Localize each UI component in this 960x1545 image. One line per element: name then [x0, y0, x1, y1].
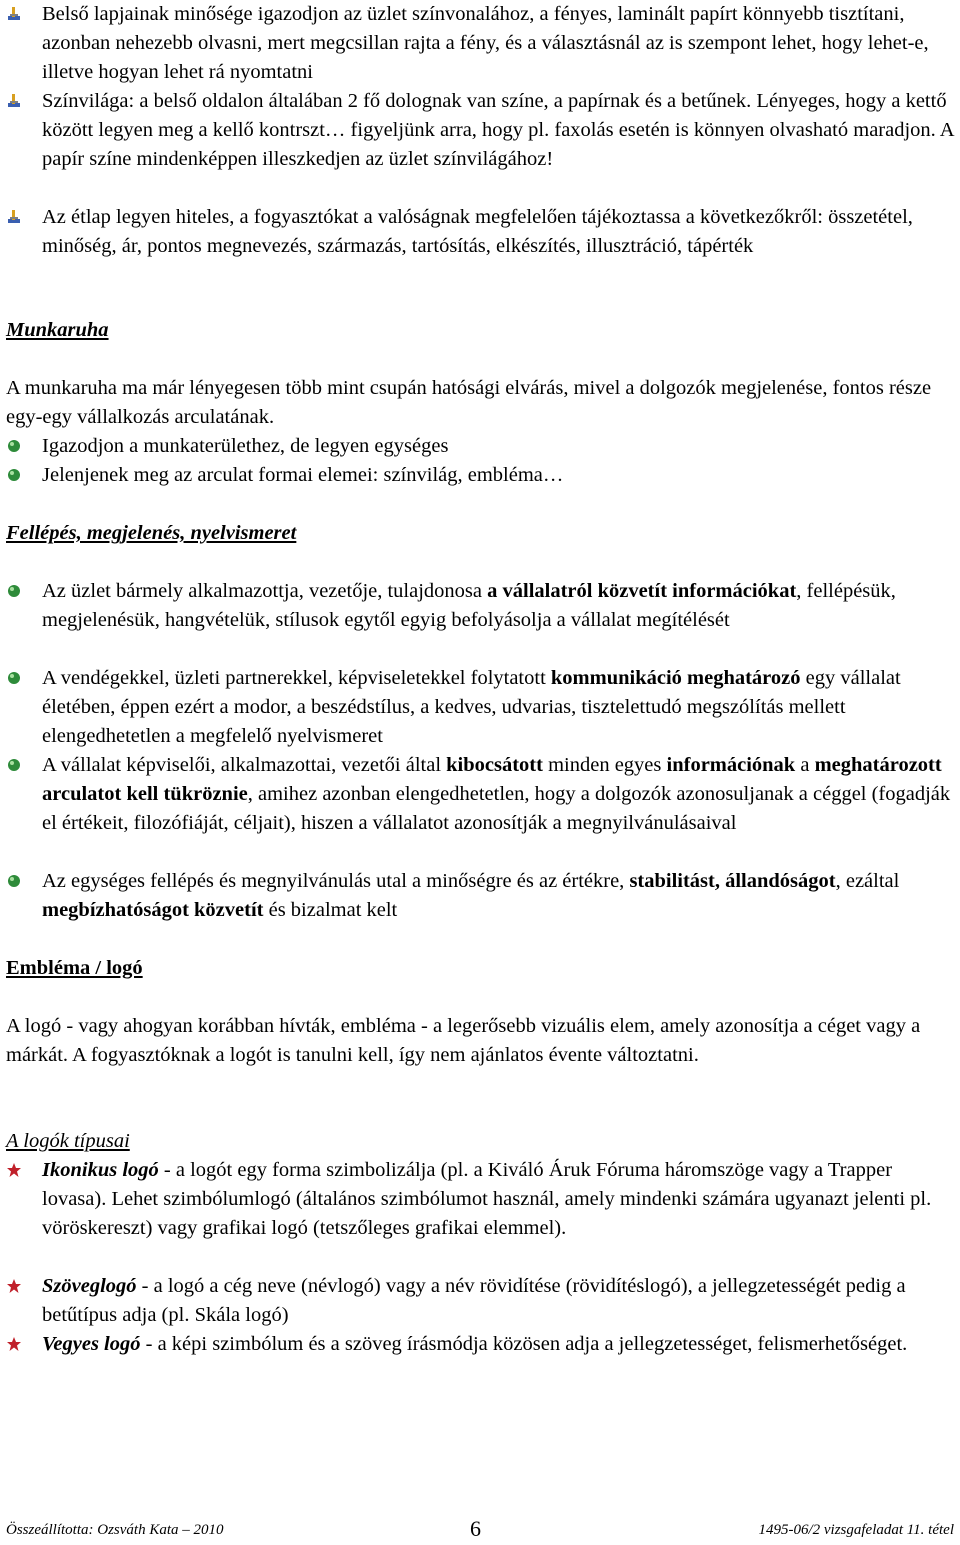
section-heading: [6, 316, 954, 345]
text-run: és bizalmat kelt: [263, 899, 398, 921]
list-item: [6, 461, 954, 490]
section-heading: [6, 954, 954, 983]
subheading: [6, 1127, 954, 1156]
footer-exam-id: 1495-06/2 vizsgafeladat 11. tétel: [758, 1522, 954, 1538]
text-run: , amihez azonban elengedhetetlen, hogy a dolgozók azonosuljanak a céggel (fogadják el értékeit, filozófiáját, céljait), hiszen a vállalatot azonosítják a megnyilvánulásaival: [42, 783, 951, 834]
fellepes-heading: Fellépés, megjelenés, nyelvismeret: [6, 522, 297, 544]
bold-text: megbízhatóságot közvetít: [42, 899, 264, 921]
footer-author: Összeállította: Ozsváth Kata – 2010: [6, 1522, 224, 1538]
green-ball-bullet-icon: [6, 583, 22, 599]
list-item: [6, 203, 954, 261]
logo-type-name: Szöveglogó: [42, 1275, 137, 1297]
bullet-text: [42, 1156, 954, 1243]
bullet-text: Belső lapjainak minősége igazodjon az üzlet színvonalához, a fényes, laminált papírt könnyebb tisztítani, azonban nehezebb olvasni, mert megcsillan rajta a fény, és a választásnál az is szempont lehet, hogy lehet-e, illetve hogyan lehet rá nyomtatni: [42, 3, 929, 83]
bold-text: információnak: [666, 754, 796, 776]
embl-heading: Embléma / logó: [6, 957, 143, 979]
green-ball-bullet-icon: [6, 467, 22, 483]
green-ball-bullet-icon: [6, 670, 22, 686]
list-item: [6, 664, 954, 751]
munkaruha-intro: A munkaruha ma már lényegesen több mint csupán hatósági elvárás, mivel a dolgozók megjelenése, fontos része egy-egy vállalkozás arculatának.: [6, 377, 932, 428]
green-ball-bullet-icon: [6, 873, 22, 889]
green-ball-bullet-icon: [6, 438, 22, 454]
logo-types-heading: A logók típusai: [6, 1130, 130, 1152]
bullet-text: [42, 1330, 954, 1359]
list-item: [6, 1156, 954, 1243]
text-run: A vendégekkel, üzleti partnerekkel, képviseletekkel folytatott: [42, 667, 551, 689]
bold-text: kommunikáció meghatározó: [550, 667, 801, 689]
list-item: [6, 0, 954, 87]
bullet-text: [42, 751, 954, 838]
text-run: egy vállalat életében, éppen ezért a modor, a beszédstílus, a kedves, udvarias, tisztelettudó megszólítás mellett elengedhetetlen a megfelelő nyelvismeret: [42, 667, 901, 747]
page-number: 6: [470, 1516, 481, 1541]
text-run: minden egyes: [542, 754, 667, 776]
bullet-text: [42, 577, 954, 635]
bullet-text: Színvilága: a belső oldalon általában 2 fő dolognak van színe, a papírnak és a betűnek. Lényeges, hogy a kettő között legyen meg a kellő kontrszt… figyeljünk arra, hogy pl. faxolás esetén is könnyen olvasható maradjon. A papír színe mindenképpen illeszkedjen az üzlet színvilágához!: [42, 90, 954, 170]
paragraph: [6, 374, 954, 432]
list-item: [6, 751, 954, 838]
bullet-text: Igazodjon a munkaterülethez, de legyen egységes: [42, 435, 449, 457]
bold-text: a vállalatról közvetít információkat: [487, 580, 797, 602]
munkaruha-heading: Munkaruha: [6, 319, 109, 341]
list-item: [6, 577, 954, 635]
logo-type-name: Vegyes logó: [42, 1333, 141, 1355]
logo-type-name: Ikonikus logó: [42, 1159, 159, 1181]
text-run: Az egységes fellépés és megnyilvánulás utal a minőségre és az értékre,: [42, 870, 630, 892]
pushpin-bullet-icon: [6, 93, 22, 109]
red-star-bullet-icon: [6, 1162, 22, 1178]
green-ball-bullet-icon: [6, 757, 22, 773]
text-run: - a képi szimbólum és a szöveg írásmódja közösen adja a jellegzetességet, felismerhetőséget.: [140, 1333, 908, 1355]
list-item: [6, 1272, 954, 1330]
red-star-bullet-icon: [6, 1278, 22, 1294]
text-run: - a logó a cég neve (névlogó) vagy a név rövidítése (rövidítéslogó), a jellegzetességét pedig a betűtípus adja (pl. Skála logó): [42, 1275, 906, 1326]
text-run: , ezáltal: [835, 870, 900, 892]
bullet-text: [42, 1272, 954, 1330]
text-run: A vállalat képviselői, alkalmazottai, vezetői által: [42, 754, 447, 776]
section-heading: [6, 519, 954, 548]
text-run: a: [795, 754, 815, 776]
bullet-text: [42, 664, 954, 751]
text-run: Az üzlet bármely alkalmazottja, vezetője, tulajdonosa: [42, 580, 488, 602]
list-item: [6, 1330, 954, 1359]
pushpin-bullet-icon: [6, 209, 22, 225]
text-run: , fellépésük, megjelenésük, hangvételük, stílusok egytől egyig befolyásolja a vállalat megítélését: [42, 580, 896, 631]
list-item: [6, 867, 954, 925]
bullet-text: Az étlap legyen hiteles, a fogyasztókat a valóságnak megfelelően tájékoztassa a következőkről: összetétel, minőség, ár, pontos megnevezés, származás, tartósítás, elkészítés, illusztráció, tápérték: [42, 206, 913, 257]
bold-text: meghatározott arculatot kell tükröznie: [42, 754, 942, 805]
list-item: [6, 87, 954, 174]
bullet-text: Jelenjenek meg az arculat formai elemei: színvilág, embléma…: [42, 464, 564, 486]
pushpin-bullet-icon: [6, 6, 22, 22]
red-star-bullet-icon: [6, 1336, 22, 1352]
bold-text: kibocsátott: [446, 754, 543, 776]
bold-text: stabilitást, állandóságot: [629, 870, 836, 892]
embl-paragraph: A logó - vagy ahogyan korábban hívták, embléma - a legerősebb vizuális elem, amely azonosítja a céget vagy a márkát. A fogyasztóknak a logót is tanulni kell, így nem ajánlatos évente változtatni.: [6, 1015, 921, 1066]
list-item: [6, 432, 954, 461]
paragraph: [6, 1012, 954, 1070]
text-run: - a logót egy forma szimbolizálja (pl. a Kiváló Áruk Fóruma háromszöge vagy a Trapper lovasa). Lehet szimbólumlogó (általános szimbólumot használ, amely mindenki számára ugyanazt jelenti pl. vöröskereszt) vagy grafikai logó (tetszőleges grafikai elemmel).: [42, 1159, 932, 1239]
bullet-text: [42, 867, 954, 925]
